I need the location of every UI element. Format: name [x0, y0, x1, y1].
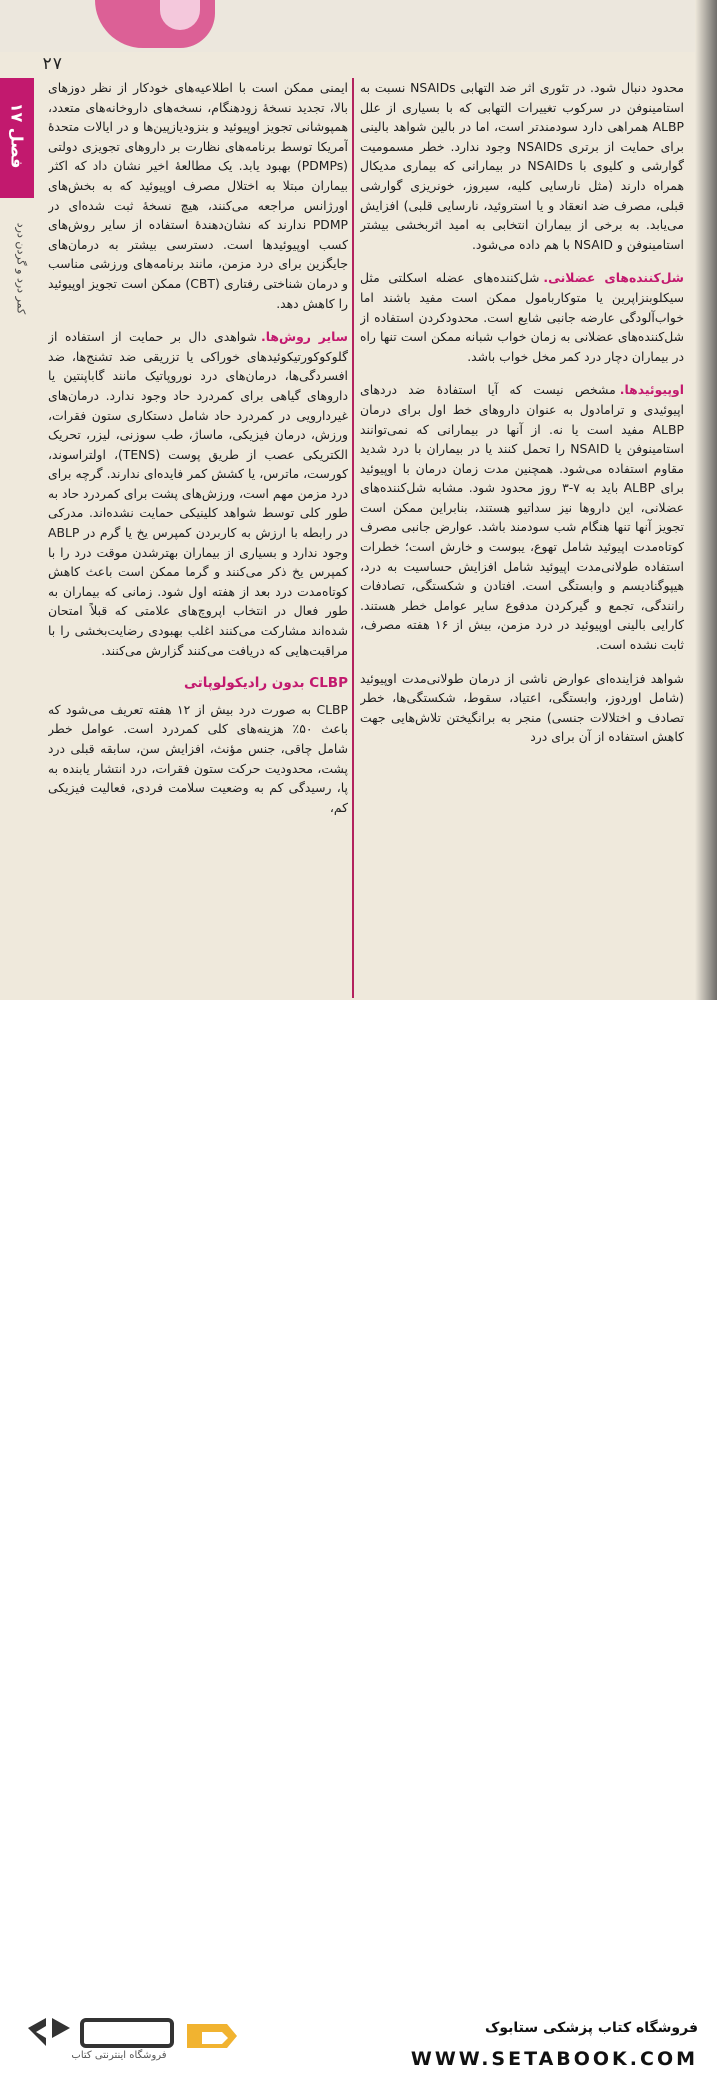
page-number: ۲۷: [42, 54, 63, 74]
section-title: CLBP بدون رادیکولوپاتی: [184, 675, 348, 692]
paragraph-body: شواهدی دال بر حمایت از استفاده از گلوکوکورتیکوئیدهای خوراکی یا تزریقی ضد تشنج‌ها، ضد افسردگی‌ها، درمان‌های درد نوروپاتیک مانند گاباپنتین یا داروهای گیاهی برای کمردرد حاد وجود ندارد. درمان‌های غیردارویی در کمردرد حاد شامل دستکاری ستون فقرات، ورزش، درمان فیزیکی، ماساژ، طب سوزنی، لیزر، تحریک الکتریکی عصب از طریق پوست (TENS)، اولتراسوند، کورست، ماترس، یا کشش کمر فایده‌ای ندارند. گرچه برای درد مزمن مهم است، ورزش‌های پشت برای کمردرد حاد به طور کلی توسط شواهد کلینیکی حمایت نشده‌اند. مدرکی در رابطه با ارزش به کاربردن کمپرس یخ یا گرم در ABLP وجود ندارد و بسیاری از بیماران بهترشدن موقت درد را با کمپرس یخ ذکر می‌کنند و گرما ممکن است باعث کاهش کوتاه‌مدت درد بعد از هفته اول شود. زمانی که بیماران به طور فعال در انتخاب اپروچ‌های علامتی که قبلاً امتحان شده‌اند مشارکت می‌کنند اغلب بهبودی رضایت‌بخشی را با مراقبت‌هایی که دریافت می‌کنند گزارش می‌کنند.: [48, 329, 348, 658]
store-name: فروشگاه کتاب پزشکی ستابوک: [485, 2020, 698, 2036]
paragraph-heading: شل‌کننده‌های عضلانی.: [543, 270, 684, 286]
paragraph-body: شل‌کننده‌های عضله اسکلتی مثل سیکلوبنزاپرین یا متوکاربامول ممکن است مفید باشند اما خواب‌آلودگی عارضه جانبی شایع است. محدودکردن استفاده از شل‌کننده‌های عضلانی به زمان خواب شبانه ممکن است تنها راه در بیماران دچار درد کمر مخل خواب باشد.: [360, 270, 684, 364]
paragraph: [360, 380, 684, 654]
column-divider: [352, 78, 354, 998]
paragraph: شواهد فزاینده‌ای عوارض ناشی از درمان طولانی‌مدت اوپیوئید (شامل اوردوز، وابستگی، اعتیاد، سقوط، شکستگی‌ها، خطر تصادف و اختلالات جنسی) منجر به برانگیختن تلاش‌هایی جهت کاهش استفاده از آن برای درد: [360, 670, 684, 745]
paragraph-heading: سایر روش‌ها.: [261, 329, 348, 345]
paragraph: محدود دنبال شود. در تئوری اثر ضد التهابی NSAIDs نسبت به استامینوفن در سرکوب تغییرات التهابی که با بسیاری از علل ALBP همراهی دارد سودمندتر است، اما در بالین شواهد بالینی برای حمایت از برتری NSAIDs وجود ندارد. خطر مسمومیت گوارشی و کلیوی با NSAIDs در بیمارانی که بیماری مدیکال همراه دارند (مثل نارسایی کلیه، سیروز، خونریزی گوارشی قبلی، مصرف ضد انعقاد و یا استروئید، نارسایی قلبی) افزایش می‌یابد. به برخی از بیماران انتخابی به امید اثربخشی بیشتر استامینوفن و NSAID با هم داده می‌شود.: [360, 80, 684, 252]
paragraph-body: مشخص نیست که آیا استفادهٔ ضد دردهای اپیوئیدی و ترامادول به عنوان داروهای خط اول برای درمان ALBP مفید است یا نه. از آنها در بیمارانی که نمی‌توانند استامینوفن یا NSAID را تحمل کنند یا در بیماران با درد شدید مقاوم استفاده می‌شود. همچنین مدت زمان درمان با اوپیوئید برای ALBP باید به ۷-۳ روز محدود شود. مشابه شل‌کننده‌های عضلانی، این داروها نیز سداتیو هستند، بنابراین ممکن است تجویز آنها تنها هنگام شب سودمند باشد. عوارض جانبی مصرف کوتاه‌مدت اپیوئید شامل تهوع، یبوست و خارش است؛ خطرات استفاده طولانی‌مدت اپیوئید شامل افزایش حساسیت به درد، هیپوگنادیسم و وابستگی است. افتادن و شکستگی، تصادفات رانندگی، تجمع و گیرکردن مدفوع سایر عوامل خطر هستند. کارایی بالینی اوپیوئید در درد مزمن، بیش از ۱۶ هفته مصرف، ثابت نشده است.: [360, 382, 684, 653]
setabook-logo-icon: [22, 2010, 272, 2074]
chapter-label: فصل ۱۷: [7, 102, 27, 169]
store-footer: [0, 1000, 717, 2070]
chapter-subtitle: کمر درد و گردن درد: [14, 222, 28, 315]
book-page: [0, 0, 717, 1000]
paragraph: [48, 327, 348, 660]
right-column: [360, 78, 684, 998]
left-column: [48, 78, 348, 998]
paragraph-heading: اوپیوئیدها.: [619, 382, 684, 398]
page-gutter-shadow: [695, 0, 717, 1000]
logo-tagline: فروشگاه اینترنتی کتاب: [71, 2050, 167, 2061]
store-url[interactable]: WWW.SETABOOK.COM: [410, 2048, 698, 2070]
paragraph: [360, 268, 684, 366]
paragraph: ایمنی ممکن است با اطلاعیه‌های خودکار از نظر دوزهای بالا، تجدید نسخهٔ زودهنگام، نسخه‌های داروخانه‌های متعدد، همپوشانی تجویز اوپیوئید و بنزودیازپین‌ها و در ایالات متحدهٔ آمریکا توسط برنامه‌های نظارت بر داروهای تجویزی دولتی (PDMPs) بهبود یابد. یک مطالعهٔ اخیر نشان داد که اکثر بیماران مبتلا به اختلال مصرف اوپیوئید که به بخش‌های اورژانس مراجعه می‌کنند، هیچ نسخهٔ ثبت شده‌ای در PDMP ندارند که نشان‌دهندهٔ استفاده از سایر روش‌های کسب اوپیوئیدها است. دسترسی بیشتر به درمان‌های جایگزین برای درد مزمن، مانند برنامه‌های ورزشی مناسب و درمان شناختی رفتاری (CBT) ممکن است تجویز اوپیوئید را کاهش دهد.: [48, 80, 348, 311]
paragraph: CLBP به صورت درد بیش از ۱۲ هفته تعریف می‌شود که باعث ۵۰٪ هزینه‌های کلی کمردرد است. عوامل خطر شامل چاقی، جنس مؤنث، افزایش سن، سابقه قبلی درد پشت، محدودیت حرکت ستون فقرات، درد انتشار یابنده به پا، رسیدگی کم به وضعیت سلامت فردی، فعالیت فیزیکی کم،: [48, 701, 348, 815]
